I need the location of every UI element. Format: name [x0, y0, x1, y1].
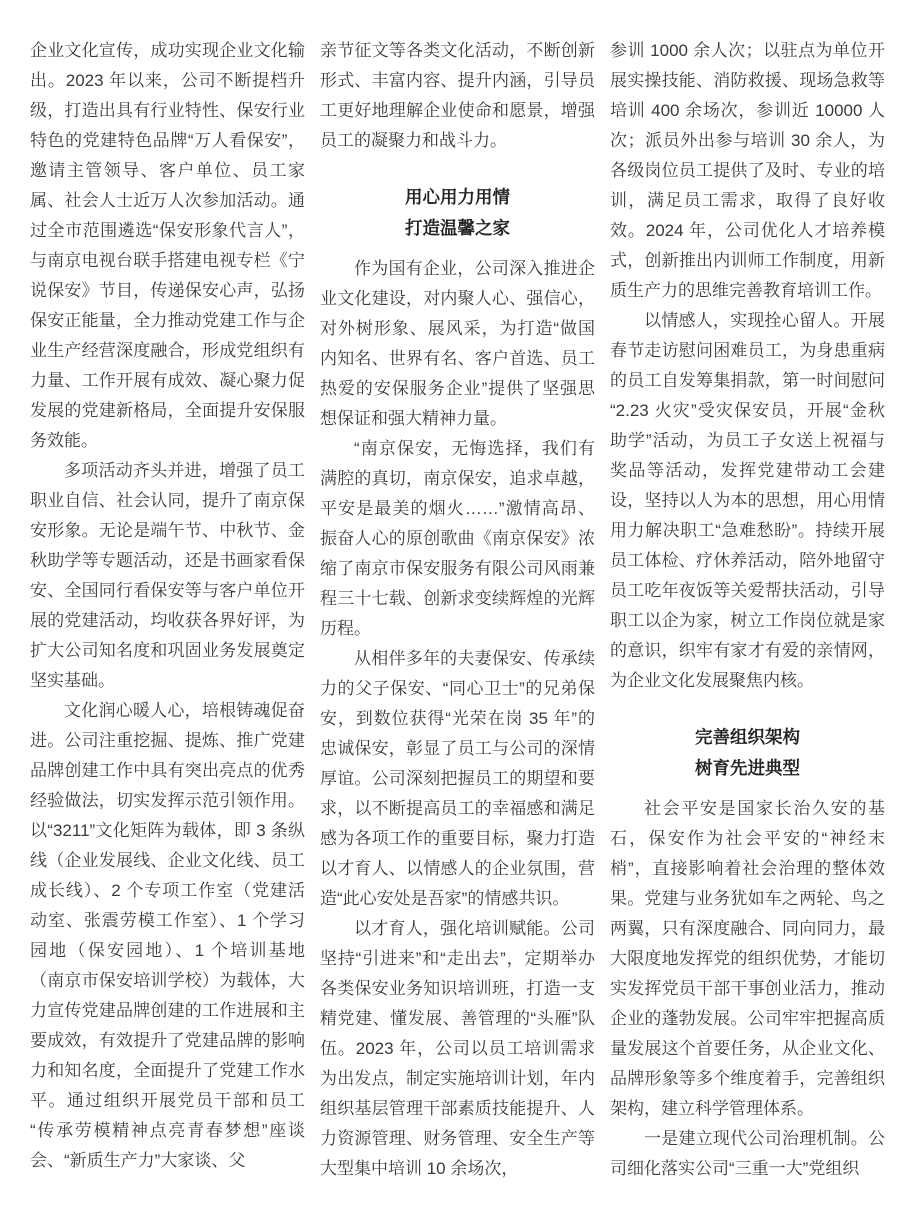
- paragraph: 文化润心暖人心，培根铸魂促奋进。公司注重挖掘、提炼、推广党建品牌创建工作中具有突出亮点的优秀经验做法，切实发挥示范引领作用。以“3211”文化矩阵为载体，即 3 条纵线（企业发展线、企业文化线、员工成长线）、2 个专项工作室（党建活动室、张震劳模工作室）、1 个学习园地（保安园地）、1 个培训基地（南京市保安培训学校）为载体，大力宣传党建品牌创建的工作进展和主要成效，有效提升了党建品牌的影响力和知名度，全面提升了党建工作水平。通过组织开展党员干部和员工“传承劳模精神点亮青春梦想”座谈会、“新质生产力”大家谈、父: [30, 701, 305, 1170]
- column-2: [320, 36, 595, 1182]
- paragraph: 作为国有企业，公司深入推进企业文化建设，对内聚人心、强信心，对外树形象、展风采，为打造“做国内知名、世界有名、客户首选、员工热爱的安保服务企业”提供了坚强思想保证和强大精神力量。: [320, 259, 595, 428]
- section-heading-line: 用心用力用情: [405, 187, 510, 207]
- paragraph: 社会平安是国家长治久安的基石，保安作为社会平安的“神经末梢”，直接影响着社会治理的整体效果。党建与业务犹如车之两轮、鸟之两翼，只有深度融合、同向同力，最大限度地发挥党的组织优势，才能切实发挥党员干部干事创业活力，推动企业的蓬勃发展。公司牢牢把握高质量发展这个首要任务，从企业文化、品牌形象等多个维度着手，完善组织架构，建立科学管理体系。: [610, 799, 885, 1118]
- section-heading: [610, 722, 885, 784]
- section-heading-line: 打造温馨之家: [405, 218, 510, 238]
- paragraph: 企业文化宣传，成功实现企业文化输出。2023 年以来，公司不断提档升级，打造出具有行业特性、保安行业特色的党建特色品牌“万人看保安”，邀请主管领导、客户单位、员工家属、社会人士近万人次参加活动。通过全市范围遴选“保安形象代言人”，与南京电视台联手搭建电视专栏《宁说保安》节目，传递保安心声，弘扬保安正能量，全力推动党建工作与企业生产经营深度融合，形成党组织有力量、工作开展有成效、凝心聚力促发展的党建新格局，全面提升安保服务效能。: [30, 41, 305, 450]
- paragraph: 以才育人，强化培训赋能。公司坚持“引进来”和“走出去”，定期举办各类保安业务知识培训班，打造一支精党建、懂发展、善管理的“头雁”队伍。2023 年，公司以员工培训需求为出发点，制定实施培训计划，年内组织基层管理干部素质技能提升、人力资源管理、财务管理、安全生产等大型集中培训 10 余场次，: [320, 919, 595, 1178]
- column-3: [610, 36, 885, 1182]
- article-columns: [30, 36, 885, 1182]
- paragraph: 一是建立现代公司治理机制。公司细化落实公司“三重一大”党组织: [610, 1129, 885, 1178]
- paragraph: “南京保安，无悔选择，我们有满腔的真切，南京保安，追求卓越，平安是最美的烟火……”激情高昂、振奋人心的原创歌曲《南京保安》浓缩了南京市保安服务有限公司风雨兼程三十七载、创新求变续辉煌的光辉历程。: [320, 439, 595, 638]
- section-heading-line: 完善组织架构: [695, 727, 800, 747]
- section-heading-line: 树育先进典型: [695, 758, 800, 778]
- paragraph: 参训 1000 余人次；以驻点为单位开展实操技能、消防救援、现场急救等培训 400 余场次，参训近 10000 人次；派员外出参与培训 30 余人，为各级岗位员工提供了及时、专业的培训，满足员工需求，取得了良好收效。2024 年，公司优化人才培养模式，创新推出内训师工作制度，用新质生产力的思维完善教育培训工作。: [610, 41, 885, 300]
- paragraph: 以情感人，实现拴心留人。开展春节走访慰问困难员工，为身患重病的员工自发筹集捐款，第一时间慰问“2.23 火灾”受灾保安员，开展“金秋助学”活动，为员工子女送上祝福与奖品等活动，发挥党建带动工会建设，坚持以人为本的思想，用心用情用力解决职工“急难愁盼”。持续开展员工体检、疗休养活动，陪外地留守员工吃年夜饭等关爱帮扶活动，引导职工以企为家，树立工作岗位就是家的意识，织牢有家才有爱的亲情网，为企业文化发展聚焦内核。: [610, 311, 885, 690]
- paragraph: 多项活动齐头并进，增强了员工职业自信、社会认同，提升了南京保安形象。无论是端午节、中秋节、金秋助学等专题活动，还是书画家看保安、全国同行看保安等与客户单位开展的党建活动，均收获各界好评，为扩大公司知名度和巩固业务发展奠定坚实基础。: [30, 461, 305, 690]
- paragraph: 亲节征文等各类文化活动，不断创新形式、丰富内容、提升内涵，引导员工更好地理解企业使命和愿景，增强员工的凝聚力和战斗力。: [320, 41, 595, 150]
- column-1: [30, 36, 305, 1182]
- section-heading: [320, 182, 595, 244]
- paragraph: 从相伴多年的夫妻保安、传承续力的父子保安、“同心卫士”的兄弟保安，到数位获得“光荣在岗 35 年”的忠诚保安，彰显了员工与公司的深情厚谊。公司深刻把握员工的期望和要求，以不断提高员工的幸福感和满足感为各项工作的重要目标，聚力打造以才育人、以情感人的企业氛围，营造“此心安处是吾家”的情感共识。: [320, 649, 595, 908]
